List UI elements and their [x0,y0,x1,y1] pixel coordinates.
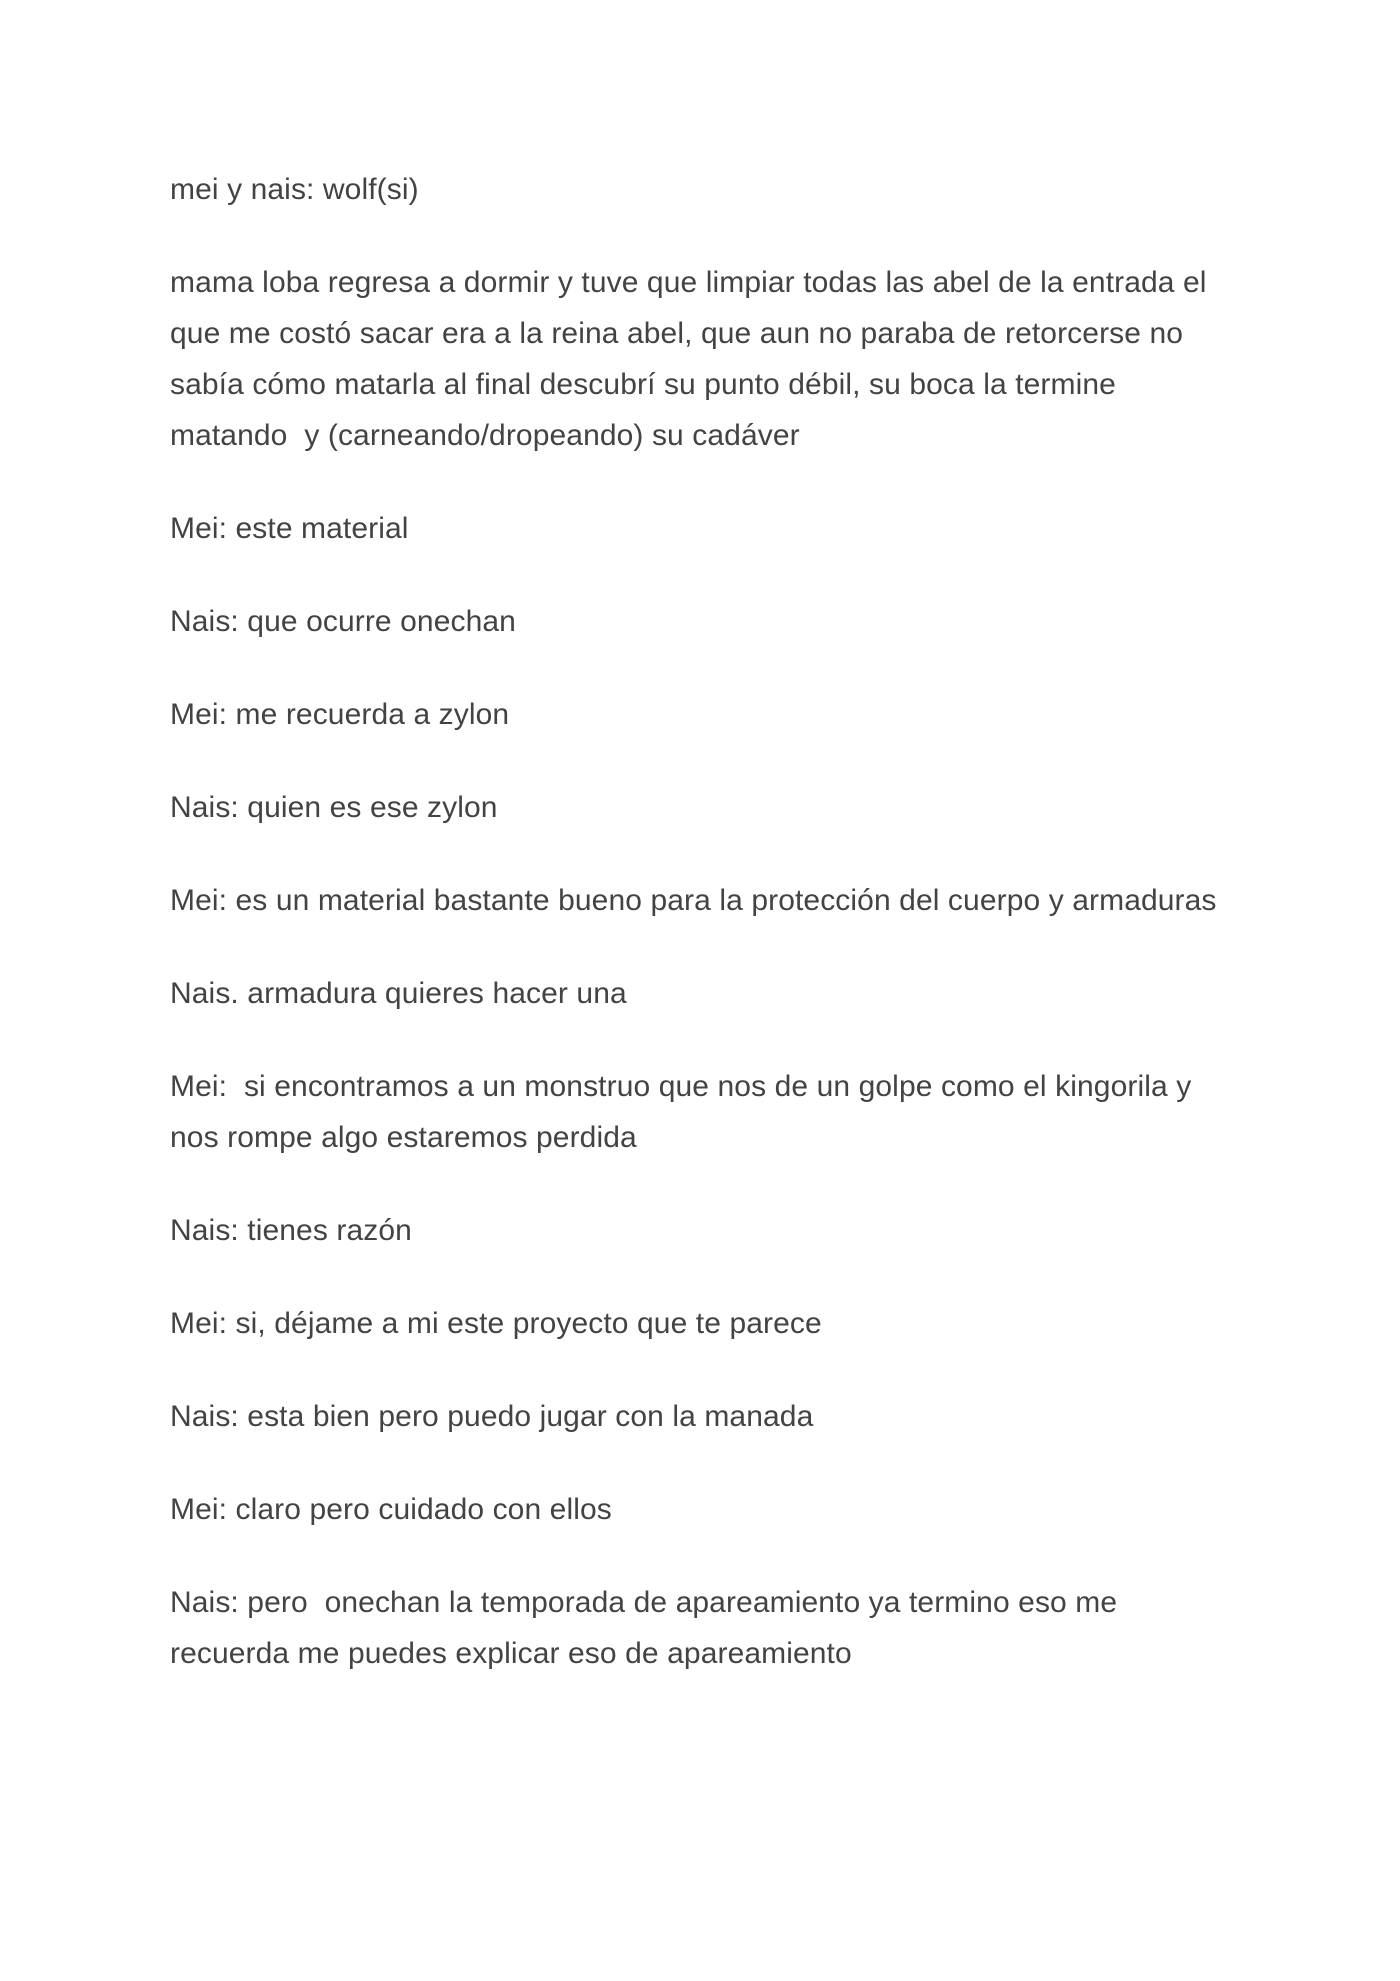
document-body [170,164,1240,1721]
paragraph-title-line: mei y nais: wolf(si) [170,173,419,206]
dialogue-line: Mei: claro pero cuidado con ellos [170,1493,612,1526]
dialogue-line: Nais: esta bien pero puedo jugar con la manada [170,1400,814,1433]
dialogue-line: Nais. armadura quieres hacer una [170,977,627,1010]
dialogue-line: Mei: me recuerda a zylon [170,698,510,731]
dialogue-line: Nais: que ocurre onechan [170,605,516,638]
dialogue-line: Mei: si encontramos a un monstruo que nos de un golpe como el kingorila y nos rompe algo estaremos perdida [170,1070,1200,1154]
dialogue-line: Mei: es un material bastante bueno para la protección del cuerpo y armaduras [170,884,1217,917]
dialogue-line: Mei: este material [170,512,409,545]
paragraph-narration: mama loba regresa a dormir y tuve que limpiar todas las abel de la entrada el que me costó sacar era a la reina abel, que aun no paraba de retorcerse no sabía cómo matarla al final descubrí su punto débil, su boca la termine matando y (carneando/dropeando) su cadáver [170,266,1216,452]
dialogue-line: Nais: pero onechan la temporada de apareamiento ya termino eso me recuerda me puedes explicar eso de apareamiento [170,1586,1126,1670]
dialogue-line: Mei: si, déjame a mi este proyecto que te parece [170,1307,822,1340]
dialogue-line: Nais: tienes razón [170,1214,412,1247]
dialogue-line: Nais: quien es ese zylon [170,791,498,824]
